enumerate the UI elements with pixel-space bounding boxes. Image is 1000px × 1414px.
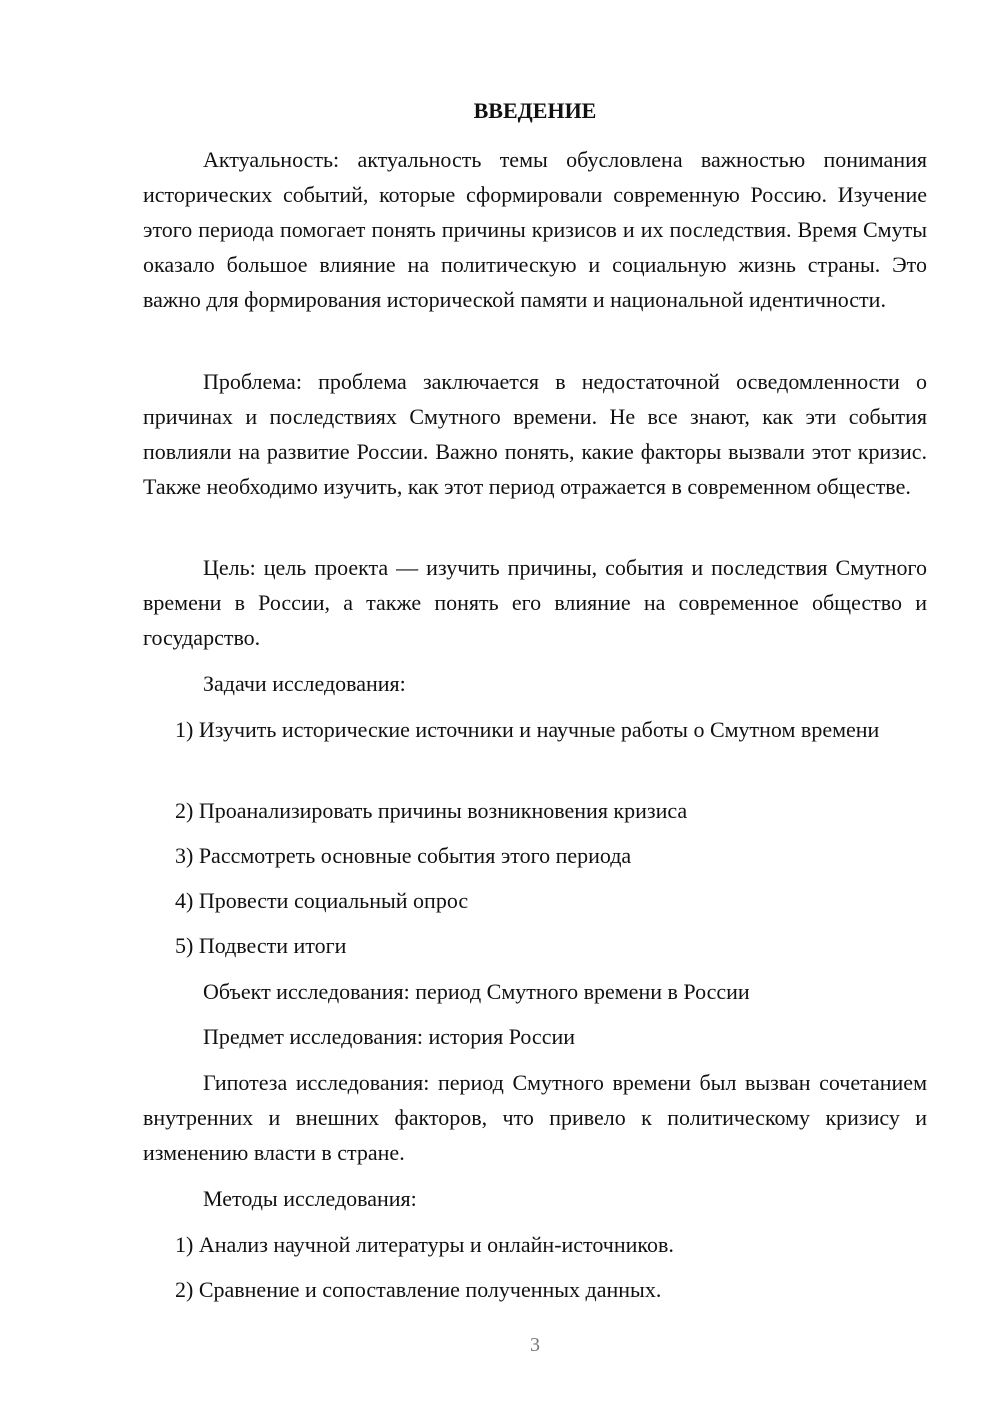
page-number: 3 bbox=[530, 1334, 540, 1356]
page-title: ВВЕДЕНИЕ bbox=[473, 98, 597, 123]
task-item: 4) Провести социальный опрос bbox=[175, 888, 469, 913]
task-item: 3) Рассмотреть основные события этого периода bbox=[175, 843, 632, 868]
method-item: 1) Анализ научной литературы и онлайн-источников. bbox=[175, 1232, 674, 1257]
method-item: 2) Сравнение и сопоставление полученных данных. bbox=[175, 1277, 662, 1302]
goal-paragraph: Цель: цель проекта — изучить причины, события и последствия Смутного времени в России, а также понять его влияние на современное общество и государство. bbox=[143, 555, 927, 650]
hypothesis-paragraph: Гипотеза исследования: период Смутного времени был вызван сочетанием внутренних и внешних факторов, что привело к политическому кризису и изменению власти в стране. bbox=[143, 1070, 927, 1165]
tasks-heading: Задачи исследования: bbox=[203, 671, 406, 696]
relevance-paragraph: Актуальность: актуальность темы обусловлена важностью понимания исторических событий, которые сформировали современную Россию. Изучение этого периода помогает понять причины кризисов и их последствия. Время Смуты оказало большое влияние на политическую и социальную жизнь страны. Это важно для формирования исторической памяти и национальной идентичности. bbox=[143, 147, 927, 312]
document-page bbox=[143, 0, 927, 1414]
object-paragraph: Объект исследования: период Смутного времени в России bbox=[203, 979, 750, 1004]
subject-paragraph: Предмет исследования: история России bbox=[203, 1024, 576, 1049]
task-item: 1) Изучить исторические источники и научные работы о Смутном времени bbox=[175, 717, 880, 742]
task-item: 2) Проанализировать причины возникновения кризиса bbox=[175, 798, 688, 823]
task-item: 5) Подвести итоги bbox=[175, 933, 347, 958]
problem-paragraph: Проблема: проблема заключается в недостаточной осведомленности о причинах и последствиях Смутного времени. Не все знают, как эти события повлияли на развитие России. Важно понять, какие факторы вызвали этот кризис. Также необходимо изучить, как этот период отражается в современном обществе. bbox=[143, 369, 927, 499]
methods-heading: Методы исследования: bbox=[203, 1186, 417, 1211]
